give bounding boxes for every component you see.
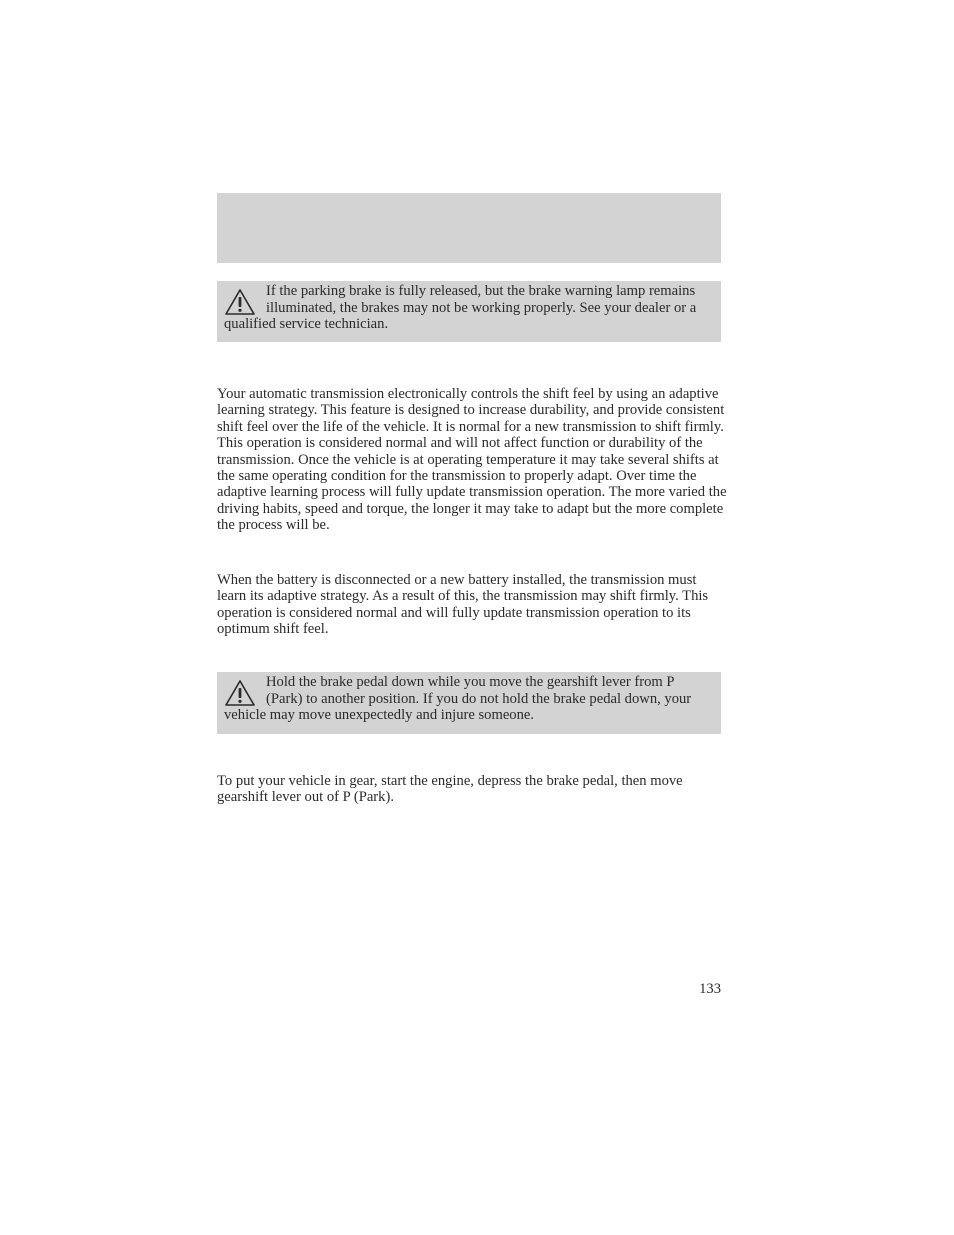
warning-triangle-icon [224,288,256,316]
paragraph-battery: When the battery is disconnected or a new battery installed, the transmission must learn its adaptive strategy. As a result of this, the transmission may shift firmly. This operation is considered normal and will fully update transmission operation to its optimum shift feel. [217,572,709,638]
warning-triangle-icon [224,679,256,707]
warning-text-brake-pedal: Hold the brake pedal down while you move the gearshift lever from P (Park) to another position. If you do not hold the brake pedal down, your vehicle may move unexpectedly and injure someone. [224,674,692,723]
warning-box-brake-pedal [217,672,721,734]
warning-text-parking-brake: If the parking brake is fully released, but the brake warning lamp remains illuminated, the brakes may not be working properly. See your dealer or a qualified service technician. [224,283,697,332]
paragraph-put-in-gear: To put your vehicle in gear, start the engine, depress the brake pedal, then move gearshift lever out of P (Park). [217,773,683,806]
section-header-band [217,193,721,263]
paragraph-adaptive-learning: Your automatic transmission electronically controls the shift feel by using an adaptive learning strategy. This feature is designed to increase durability, and provide consistent shift feel over the life of the vehicle. It is normal for a new transmission to shift firmly. This operation is considered normal and will not affect function or durability of the transmission. Once the vehicle is at operating temperature it may take several shifts at the same operating condition for the transmission to properly adapt. Over time the adaptive learning process will fully update transmission operation. The more varied the driving habits, speed and torque, the longer it may take to adapt but the more complete the process will be. [217,386,727,534]
page-number: 133 [699,981,721,997]
warning-box-parking-brake [217,281,721,342]
